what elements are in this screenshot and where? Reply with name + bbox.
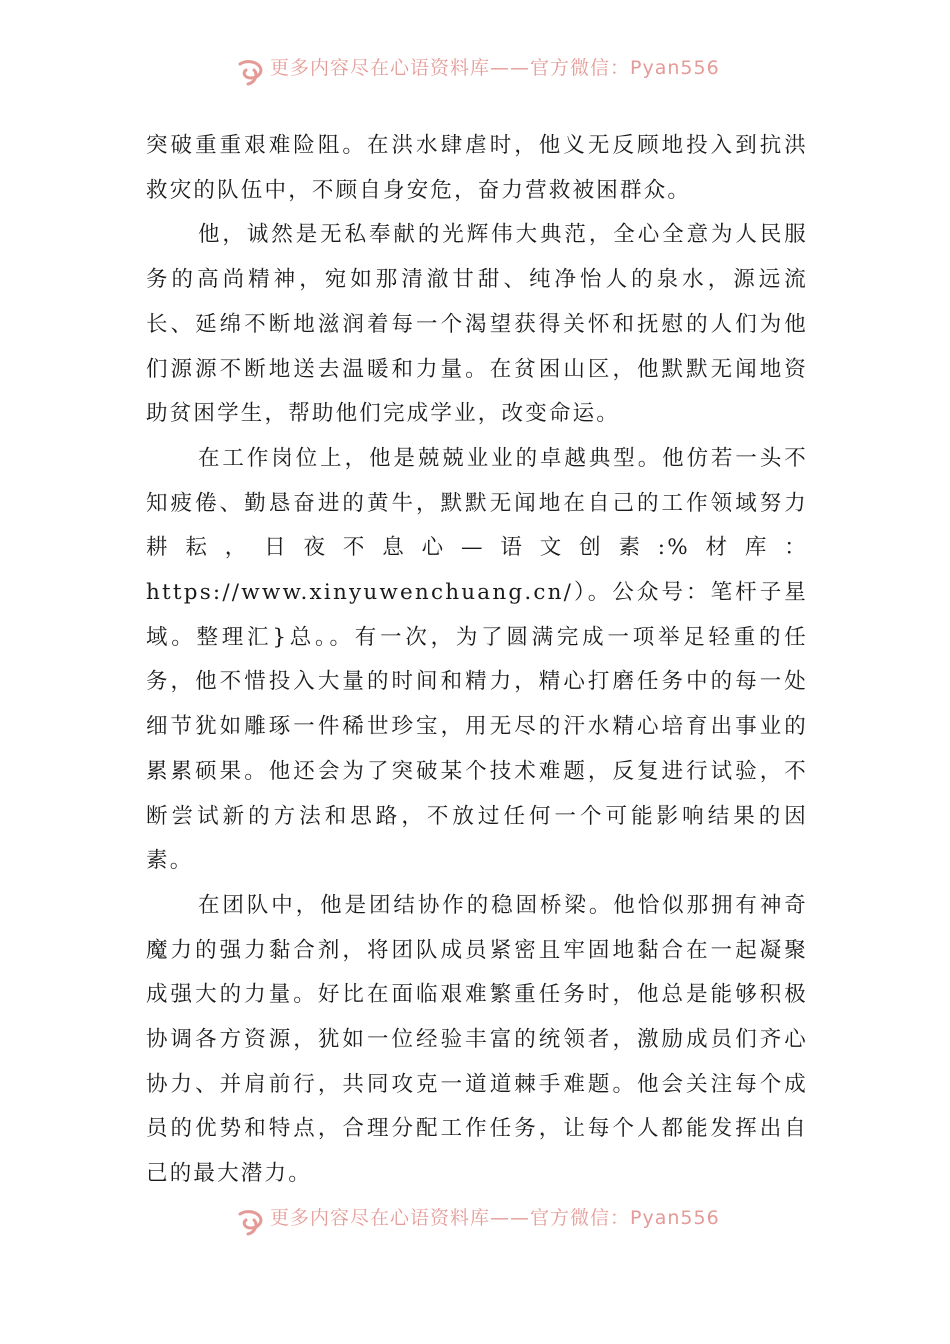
brand-logo-icon	[236, 58, 266, 86]
paragraph-4: 在团队中，他是团结协作的稳固桥梁。他恰似那拥有神奇魔力的强力黏合剂，将团队成员紧密且牢固地黏合在一起凝聚成强大的力量。好比在面临艰难繁重任务时，他总是能够积极协调各方资源，犹如一位经验丰富的统领者，激励成员们齐心协力、并肩前行，共同攻克一道道棘手难题。他会关注每个成员的优势和特点，合理分配工作任务，让每个人都能发挥出自己的最大潜力。	[146, 892, 808, 1187]
paragraph-3: 在工作岗位上，他是兢兢业业的卓越典型。他仿若一头不知疲倦、勤恳奋进的黄牛，默默无闻地在自己的工作领域努力耕耘，日夜不息心—语文创素:%材库：https://www.xinyuwenchuang.cn/）。公众号：笔杆子星域。整理汇}总。。有一次，为了圆满完成一项举足轻重的任务，他不惜投入大量的时间和精力，精心打磨任务中的每一处细节犹如雕琢一件稀世珍宝，用无尽的汗水精心培育出事业的累累硕果。他还会为了突破某个技术难题，反复进行试验，不断尝试新的方法和思路，不放过任何一个可能影响结果的因素。	[146, 445, 808, 874]
footer-banner-text: 更多内容尽在心语资料库——官方微信：Pyan556	[270, 1207, 720, 1229]
header-banner-text: 更多内容尽在心语资料库——官方微信：Pyan556	[270, 57, 720, 79]
document-body	[146, 124, 808, 1197]
header-banner	[0, 57, 950, 87]
footer-banner	[0, 1207, 950, 1237]
paragraph-1: 突破重重艰难险阻。在洪水肆虐时，他义无反顾地投入到抗洪救灾的队伍中，不顾自身安危，奋力营救被困群众。	[146, 133, 808, 203]
brand-logo-icon	[236, 1208, 266, 1236]
paragraph-2: 他，诚然是无私奉献的光辉伟大典范，全心全意为人民服务的高尚精神，宛如那清澈甘甜、纯净怡人的泉水，源远流长、延绵不断地滋润着每一个渴望获得关怀和抚慰的人们为他们源源不断地送去温暖和力量。在贫困山区，他默默无闻地资助贫困学生，帮助他们完成学业，改变命运。	[146, 222, 808, 427]
